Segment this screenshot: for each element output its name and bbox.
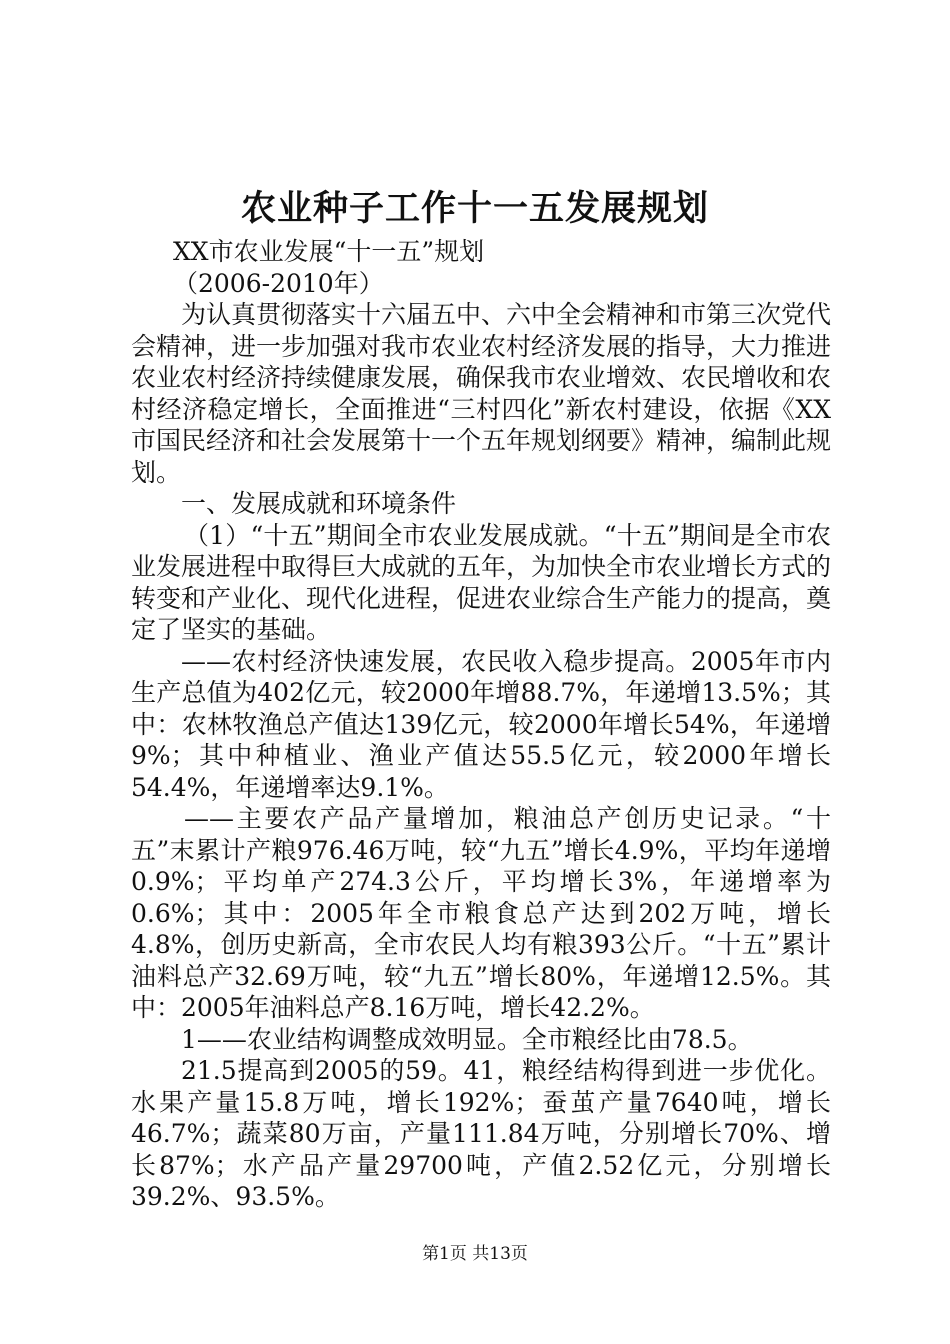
paragraph-grain-output: ——主要农产品产量增加，粮油总产创历史记录。“十五”末累计产粮976.46万吨，较“九五”增长4.9%，平均年递增0.9%；平均单产274.3公斤，平均增长3%，年递增率为0.6%；其中：2005年全市粮食总产达到202万吨，增长4.8%，创历史新高，全市农民人均有粮393公斤。“十五”累计油料总产32.69万吨，较“九五”增长80%，年递增12.5%。其中：2005年油料总产8.16万吨，增长42.2%。 [131, 804, 831, 1022]
document-body [131, 236, 831, 1213]
paragraph-structure: 1——农业结构调整成效明显。全市粮经比由78.5。 [181, 1024, 753, 1054]
paragraph-achievements: （1）“十五”期间全市农业发展成就。“十五”期间是全市农业发展进程中取得巨大成就的五年，为加快全市农业增长方式的转变和产业化、现代化进程，促进农业综合生产能力的提高，奠定了坚实的基础。 [131, 520, 832, 644]
paragraph-structure-detail: 21.5提高到2005的59。41，粮经结构得到进一步优化。水果产量15.8万吨，增长192%；蚕茧产量7640吨，增长46.7%；蔬菜80万亩，产量111.84万吨，分别增长70%、增长87%；水产品产量29700吨，产值2.52亿元，分别增长39.2%、93.5%。 [131, 1056, 831, 1211]
section-heading-1: 一、发展成就和环境条件 [181, 489, 457, 518]
paragraph-rural-economy: ——农村经济快速发展，农民收入稳步提高。2005年市内生产总值为402亿元，较2000年增88.7%，年递增13.5%；其中：农林牧渔总产值达139亿元，较2000年增长54%，年递增9%；其中种植业、渔业产值达55.5亿元，较2000年增长54.4%，年递增率达9.1%。 [131, 646, 831, 802]
page-footer: 第1页 共13页 [422, 1244, 528, 1264]
document-subtitle: XX市农业发展“十一五”规划 [173, 237, 485, 266]
paragraph-intro: 为认真贯彻落实十六届五中、六中全会精神和市第三次党代会精神，进一步加强对我市农业农村经济发展的指导，大力推进农业农村经济持续健康发展，确保我市农业增效、农民增收和农村经济稳定增长，全面推进“三村四化”新农村建设，依据《XX市国民经济和社会发展第十一个五年规划纲要》精神，编制此规划。 [131, 300, 832, 487]
document-period: （2006-2010年） [173, 268, 384, 298]
document-title: 农业种子工作十一五发展规划 [240, 188, 709, 229]
